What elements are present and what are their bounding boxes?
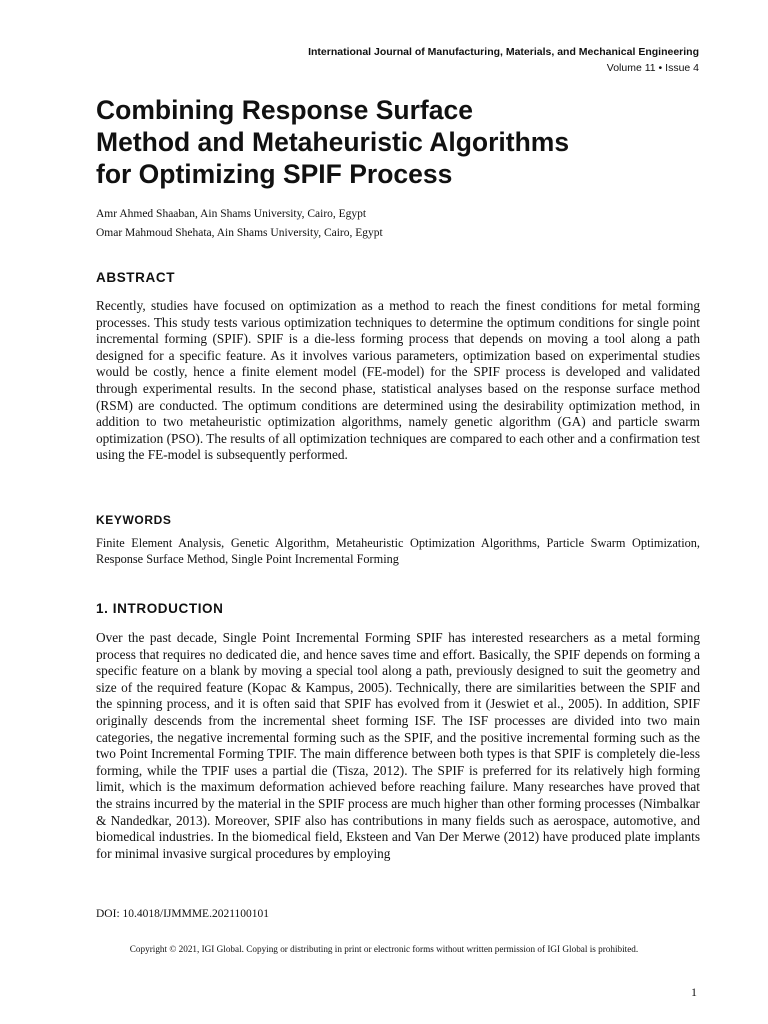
page-number: 1	[691, 985, 697, 999]
abstract-text: Recently, studies have focused on optimization as a method to reach the finest conditions for metal forming processes. This study tests various optimization techniques to determine the optimum conditions for single point incremental forming (SPIF). SPIF is a die-less forming process that depends on moving a tool along a path designed for a specific feature. As it involves various parameters, optimization based on experimental studies would be costly, hence a finite element model (FE-model) for the SPIF process is developed and validated through experimental results. In the second phase, statistical analyses based on the response surface method (RSM) are conducted. The optimum conditions are determined using the desirability optimization method, in addition to two metaheuristic optimization algorithms, namely genetic algorithm (GA) and particle swarm optimization (PSO). The results of all optimization techniques are compared to each other and a confirmation test using the FE-model is subsequently performed.	[96, 298, 700, 463]
author-line: Omar Mahmoud Shehata, Ain Shams University, Cairo, Egypt	[96, 227, 383, 239]
journal-name: International Journal of Manufacturing, Materials, and Mechanical Engineering	[308, 46, 699, 58]
title-line: Combining Response Surface	[96, 95, 473, 125]
doi: DOI: 10.4018/IJMMME.2021100101	[96, 908, 270, 920]
volume-issue: Volume 11 • Issue 4	[606, 62, 699, 74]
author-line: Amr Ahmed Shaaban, Ain Shams University, Cairo, Egypt	[96, 208, 367, 220]
copyright-notice: Copyright © 2021, IGI Global. Copying or distributing in print or electronic forms without written permission of IGI Global is prohibited.	[129, 944, 639, 954]
article-title	[96, 94, 696, 190]
title-line: Method and Metaheuristic Algorithms	[96, 127, 570, 157]
title-line: for Optimizing SPIF Process	[96, 159, 453, 189]
introduction-text: Over the past decade, Single Point Incremental Forming SPIF has interested researchers as a metal forming process that requires no dedicated die, and hence saves time and effort. Basically, the SPIF depends on forming a specific feature on a blank by moving a special tool along a path, previously designed to suit the geometry and size of the required feature (Kopac & Kampus, 2005). Technically, there are similarities between the SPIF and the spinning process, and it is often said that SPIF has evolved from it (Jeswiet et al., 2005). In addition, SPIF originally descends from the incremental sheet forming ISF. The ISF processes are divided into two main categories, the negative incremental forming such as the SPIF, and the positive incremental forming such as the two Point Incremental Forming TPIF. The main difference between both types is that SPIF is completely die-less forming, while the TPIF uses a partial die (Tisza, 2012). The SPIF is preferred for its relatively high forming limit, which is the maximum deformation achieved before reaching failure. Many researches have proved that the strains incurred by the material in the SPIF process are much higher than other forming processes (Nimbalkar & Nandedkar, 2013). Moreover, SPIF also has contributions in many fields such as aerospace, automotive, and biomedical industries. In the biomedical field, Eksteen and Van Der Merwe (2012) have produced plate implants for minimal invasive surgical procedures by employing	[96, 630, 700, 861]
abstract-heading: ABSTRACT	[96, 270, 176, 285]
keywords-text: Finite Element Analysis, Genetic Algorithm, Metaheuristic Optimization Algorithms, Particle Swarm Optimization, Response Surface Method, Single Point Incremental Forming	[96, 536, 700, 566]
keywords-heading: KEYWORDS	[96, 513, 172, 527]
introduction-heading: 1. INTRODUCTION	[96, 601, 224, 616]
